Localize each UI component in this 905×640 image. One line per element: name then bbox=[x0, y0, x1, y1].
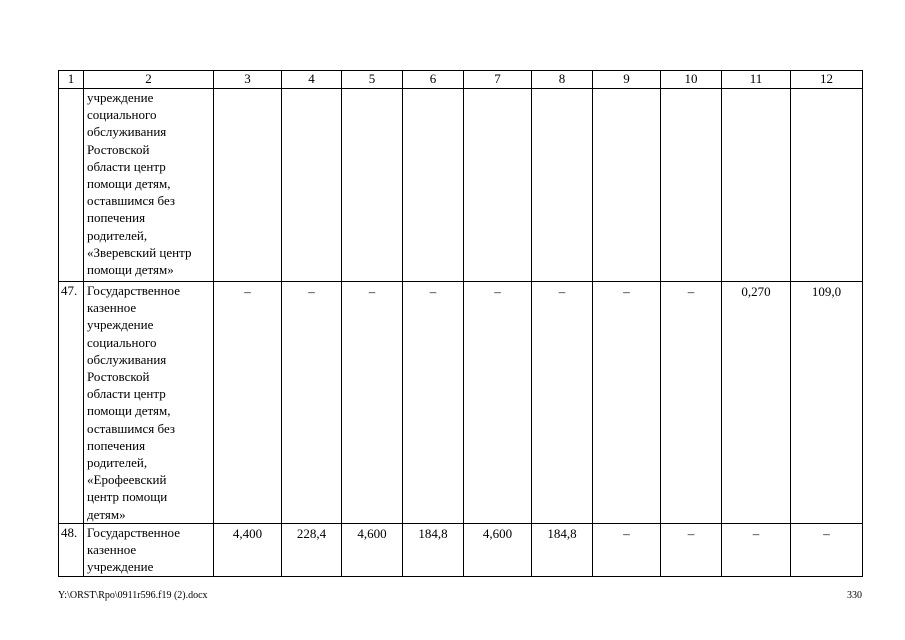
value-cell bbox=[532, 89, 593, 282]
column-header: 8 bbox=[532, 71, 593, 89]
value-cell: – bbox=[791, 524, 863, 577]
column-header: 12 bbox=[791, 71, 863, 89]
row-number bbox=[59, 89, 84, 282]
value-cell bbox=[722, 89, 791, 282]
value-cell: 4,400 bbox=[214, 524, 282, 577]
institution-name: Государственное казенное учреждение bbox=[84, 524, 214, 577]
value-cell bbox=[593, 89, 661, 282]
value-cell: 4,600 bbox=[342, 524, 403, 577]
value-cell: – bbox=[342, 282, 403, 524]
value-cell: – bbox=[593, 282, 661, 524]
value-cell: – bbox=[403, 282, 464, 524]
value-cell: – bbox=[722, 524, 791, 577]
value-cell bbox=[342, 89, 403, 282]
value-cell bbox=[282, 89, 342, 282]
column-header: 9 bbox=[593, 71, 661, 89]
value-cell bbox=[403, 89, 464, 282]
table-row bbox=[59, 282, 863, 524]
value-cell bbox=[661, 89, 722, 282]
value-cell: 184,8 bbox=[532, 524, 593, 577]
page-number: 330 bbox=[847, 590, 862, 601]
value-cell bbox=[791, 89, 863, 282]
value-cell: 4,600 bbox=[464, 524, 532, 577]
value-cell bbox=[214, 89, 282, 282]
value-cell: 228,4 bbox=[282, 524, 342, 577]
column-header: 2 bbox=[84, 71, 214, 89]
value-cell: 0,270 bbox=[722, 282, 791, 524]
table-row bbox=[59, 89, 863, 282]
column-header: 3 bbox=[214, 71, 282, 89]
value-cell: 109,0 bbox=[791, 282, 863, 524]
data-table bbox=[58, 70, 863, 577]
header-row bbox=[59, 71, 863, 89]
document-page bbox=[58, 70, 862, 574]
column-header: 1 bbox=[59, 71, 84, 89]
column-header: 7 bbox=[464, 71, 532, 89]
column-header: 4 bbox=[282, 71, 342, 89]
column-header: 11 bbox=[722, 71, 791, 89]
institution-name: учреждение социального обслуживания Ростовской области центр помощи детям, оставшимся без попечения родителей, «Зверевский центр помощи детям» bbox=[84, 89, 214, 282]
value-cell: – bbox=[532, 282, 593, 524]
value-cell: 184,8 bbox=[403, 524, 464, 577]
row-number: 47. bbox=[59, 282, 84, 524]
column-header: 5 bbox=[342, 71, 403, 89]
value-cell bbox=[464, 89, 532, 282]
value-cell: – bbox=[661, 524, 722, 577]
institution-name: Государственное казенное учреждение социального обслуживания Ростовской области центр помощи детям, оставшимся без попечения родителей, «Ерофеевский центр помощи детям» bbox=[84, 282, 214, 524]
value-cell: – bbox=[464, 282, 532, 524]
value-cell: – bbox=[282, 282, 342, 524]
column-header: 6 bbox=[403, 71, 464, 89]
column-header: 10 bbox=[661, 71, 722, 89]
row-number: 48. bbox=[59, 524, 84, 577]
file-path-footer: Y:\ORST\Rpo\0911r596.f19 (2).docx bbox=[58, 590, 208, 601]
value-cell: – bbox=[661, 282, 722, 524]
value-cell: – bbox=[593, 524, 661, 577]
value-cell: – bbox=[214, 282, 282, 524]
table-row bbox=[59, 524, 863, 577]
